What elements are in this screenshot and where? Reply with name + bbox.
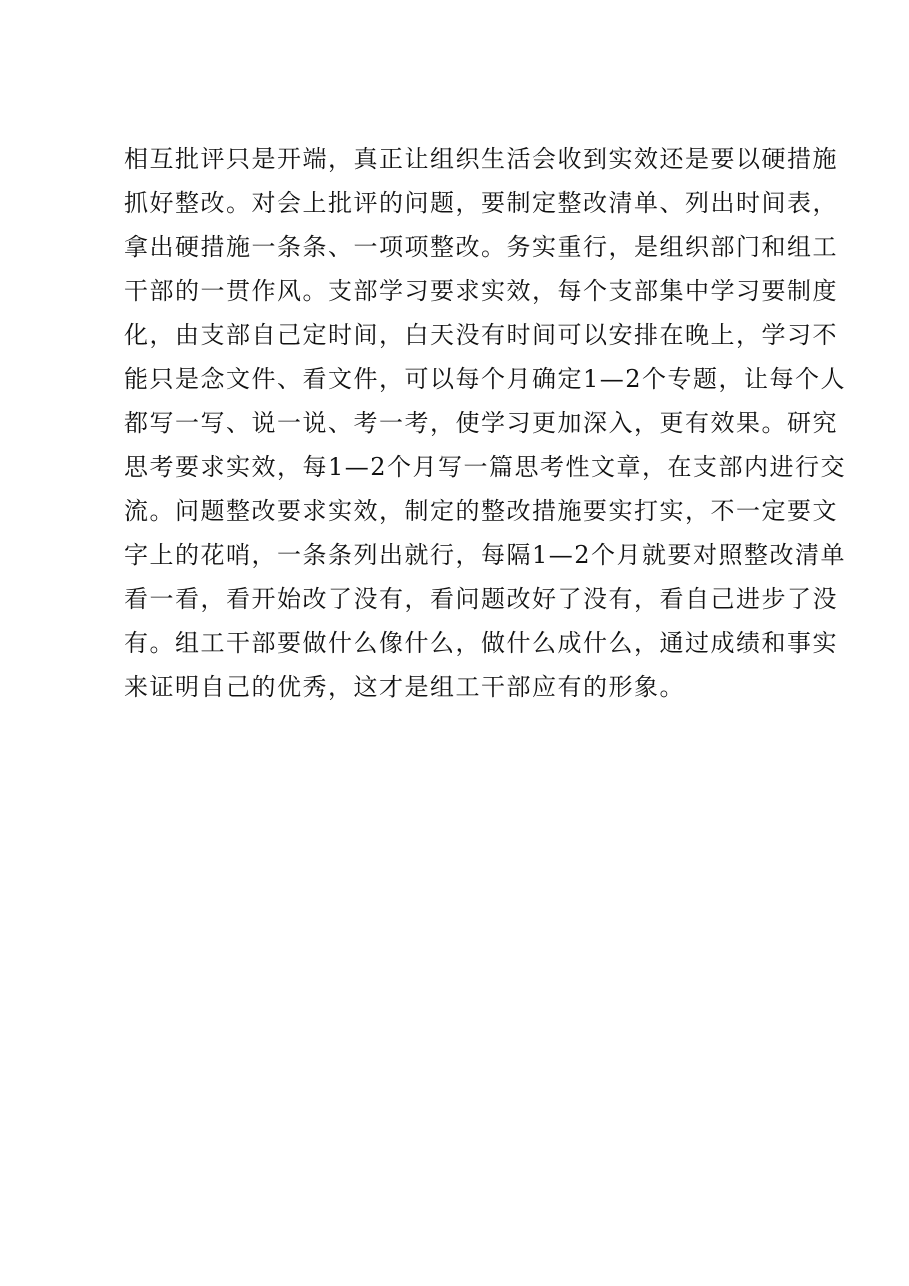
text-line-5: 化，由支部自己定时间，白天没有时间可以安排在晚上，学习不 (124, 321, 838, 349)
text-line-12: 有。组工干部要做什么像什么，做什么成什么，通过成绩和事实 (124, 629, 838, 657)
text-line-1: 相互批评只是开端，真正让组织生活会收到实效还是要以硬措施 (124, 145, 838, 173)
text-line-7: 都写一写、说一说、考一考，使学习更加深入，更有效果。研究 (124, 409, 838, 437)
text-line-13: 来证明自己的优秀，这才是组工干部应有的形象。 (124, 673, 685, 701)
text-line-11: 看一看，看开始改了没有，看问题改好了没有，看自己进步了没 (124, 585, 838, 613)
body-paragraph (124, 137, 847, 709)
text-line-8: 思考要求实效，每1—2个月写一篇思考性文章，在支部内进行交 (124, 453, 847, 481)
text-line-4: 干部的一贯作风。支部学习要求实效，每个支部集中学习要制度 (124, 277, 838, 305)
text-line-9: 流。问题整改要求实效，制定的整改措施要实打实，不一定要文 (124, 497, 838, 525)
text-line-6: 能只是念文件、看文件，可以每个月确定1—2个专题，让每个人 (124, 365, 847, 393)
text-line-2: 抓好整改。对会上批评的问题，要制定整改清单、列出时间表， (124, 189, 838, 217)
text-line-3: 拿出硬措施一条条、一项项整改。务实重行，是组织部门和组工 (124, 233, 838, 261)
text-line-10: 字上的花哨，一条条列出就行，每隔1—2个月就要对照整改清单 (124, 541, 847, 569)
